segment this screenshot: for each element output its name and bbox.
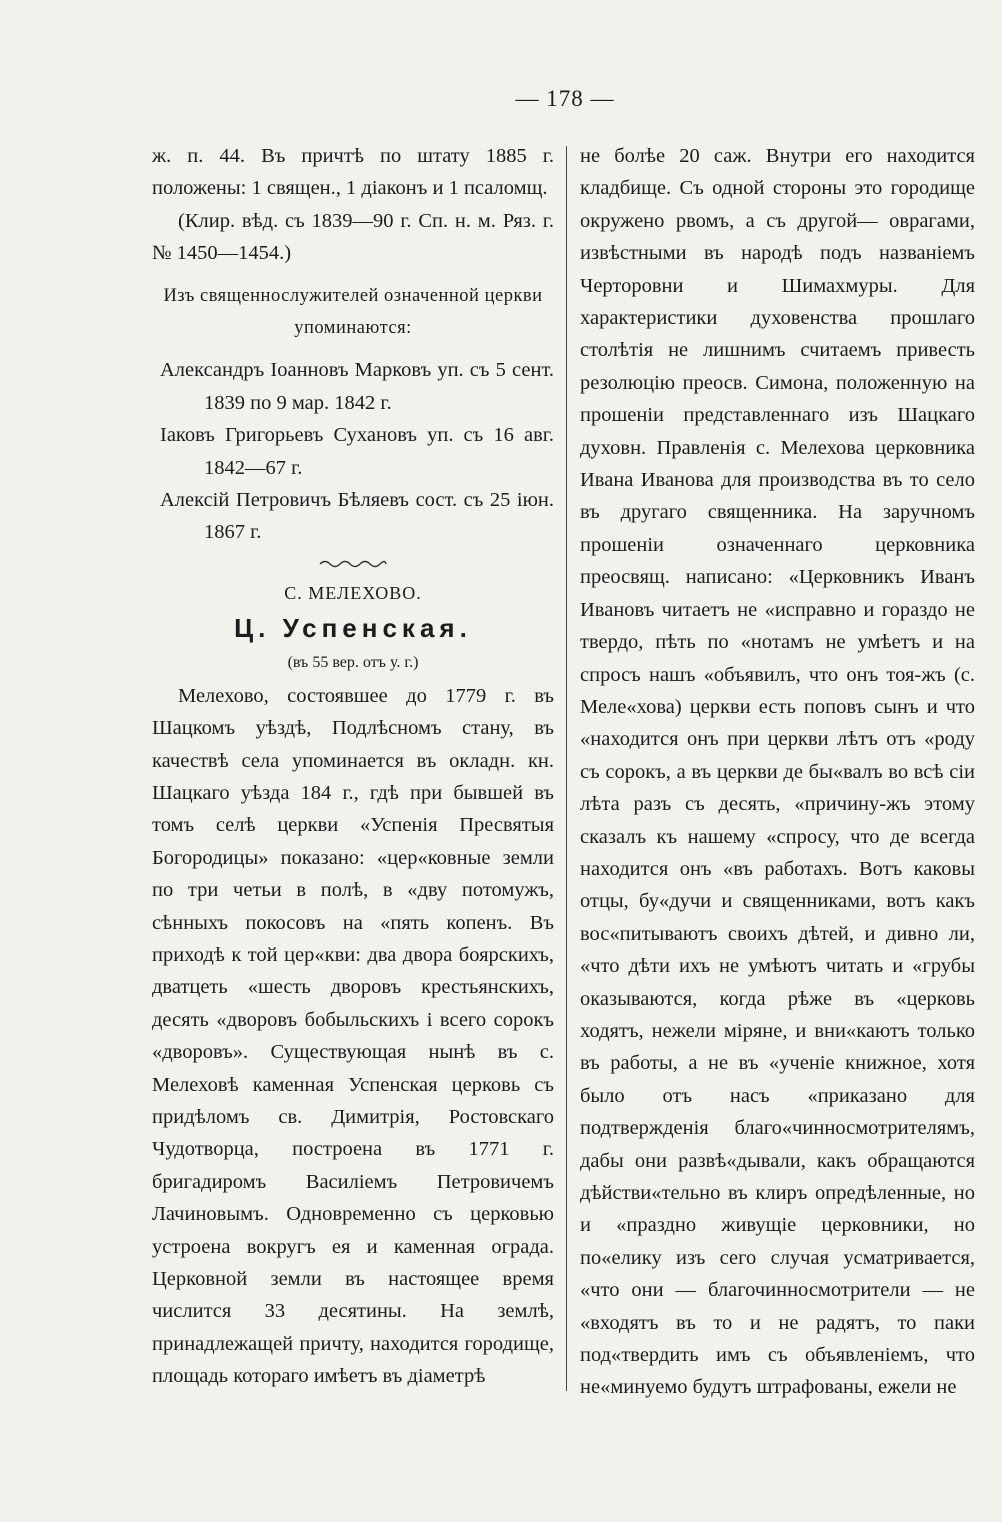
church-title: Ц. Успенская. <box>234 613 472 644</box>
village-title: С. МЕЛЕХОВО. <box>284 582 422 603</box>
right-column <box>580 140 975 1404</box>
paragraph-source: (Клир. вѣд. съ 1839—90 г. Сп. н. м. Ряз. г. № 1450—1454.) <box>152 209 554 265</box>
ornament-divider <box>152 549 554 571</box>
paragraph-continuation: не болѣе 20 саж. Внутри его находится кладбище. Съ одной стороны это городище окружено рвомъ, а съ другой— оврагами, извѣстными въ народѣ подъ названіемъ Черторовни и Шимахмуры. Для характеристики духовенства прошлаго столѣтія не лишнимъ считаемъ привесть резолюцію преосв. Симона, положенную на прошеніи представленнаго изъ Шацкаго духовн. Правленія с. Мелехова церковника Ивана Иванова для производства въ то село въ другаго священника. На заручномъ прошеніи означеннаго церковника преосвящ. написано: «Церковникъ Иванъ Ивановъ читаетъ не «исправно и гораздо не твердо, пѣть по «нотамъ не умѣетъ и на спросъ нашъ «объявилъ, что онъ тоя-жъ (с. Меле«хова) церкви есть поповъ сынъ и что «находится онъ при церкви лѣтъ отъ «роду съ сорокъ, а въ церкви де бы«валъ во всѣ сіи лѣта разъ съ десять, «причину-жъ этому сказалъ къ нашему «спросу, что де всегда находится онъ «въ работахъ. Вотъ каковы отцы, бу«дучи и священниками, вотъ какъ вос«питываютъ своихъ дѣтей, и дивно ли, «что дѣти ихъ не умѣютъ читать и «грубы оказываются, когда рѣже въ «церковь ходятъ, нежели міряне, и вни«каютъ только въ работы, а не въ «ученіе книжное, хотя было отъ насъ «приказано для подтвержденія благо«чинносмотрителямъ, дабы они развѣ«дывали, какъ обращаются дѣйстви«тельно въ клиръ опредѣленные, но и «праздно живущіе церковники, но по«елику изъ сего случая усматривается, «что они — благочинносмотрители — не «входятъ въ то и не радятъ, то паки под«твердить имъ съ объявленіемъ, что не«минуемо будутъ штрафованы, ежели не <box>580 145 975 1399</box>
clergy-heading: Изъ священнослужителей означенной церкви упоминаются: <box>163 285 543 339</box>
church-distance: (въ 55 вер. отъ у. г.) <box>287 654 419 672</box>
left-column <box>152 140 554 1393</box>
page-number: — 178 — <box>515 86 615 111</box>
paragraph-staff: ж. п. 44. Въ причтѣ по штату 1885 г. положены: 1 священ., 1 діаконъ и 1 псаломщ. <box>152 145 554 200</box>
clergy-entry: Алексій Петровичъ Бѣляевъ сост. съ 25 іюн. 1867 г. <box>160 489 554 544</box>
column-divider <box>566 146 567 1391</box>
clergy-entry: Іаковъ Григорьевъ Сухановъ уп. съ 16 авг. 1842—67 г. <box>160 424 554 479</box>
paragraph-history: Мелехово, состоявшее до 1779 г. въ Шацкомъ уѣздѣ, Подлѣсномъ стану, въ качествѣ села упоминается въ окладн. кн. Шацкаго уѣзда 184 г., гдѣ при бывшей въ томъ селѣ церкви «Успенія Пресвятыя Богородицы» показано: «цер«ковные земли по три четьи в полѣ, в «дву потомужъ, сѣнныхъ покосовъ на «пять копенъ. Въ приходѣ к той цер«кви: два двора боярскихъ, дватцеть «шесть дворовъ крестьянскихъ, десять «дворовъ бобыльскихъ і всего сорокъ «дворовъ». Существующая нынѣ въ с. Мелеховѣ каменная Успенская церковь съ придѣломъ св. Димитрія, Ростовскаго Чудотворца, построена въ 1771 г. бригадиромъ Василіемъ Петровичемъ Лачиновымъ. Одновременно съ церковью устроена вокругъ ея и каменная ограда. Церковной земли въ настоящее время числится 33 десятины. На землѣ, принадлежащей причту, находится городище, площадь котораго имѣетъ въ діаметрѣ <box>152 684 554 1388</box>
clergy-entry: Александръ Іоанновъ Марковъ уп. съ 5 сент. 1839 по 9 мар. 1842 г. <box>160 359 554 414</box>
